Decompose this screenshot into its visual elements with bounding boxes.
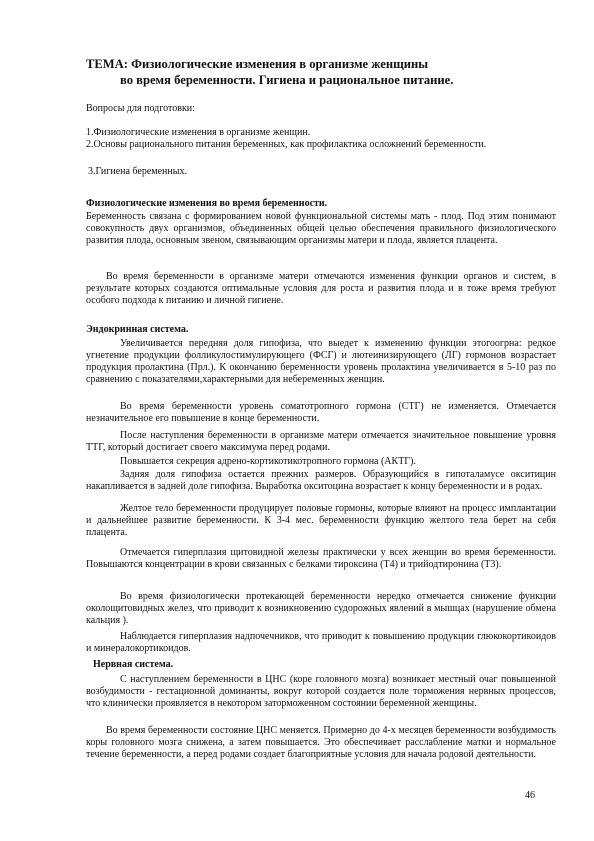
endocrine-paragraph-4: Повышается секреция адрено-кортикотикотропного гормона (АКТГ). xyxy=(120,456,416,467)
physiology-paragraph-1: Беременность связана с формированием новой функциональной системы мать - плод. Под этим понимают совокупность двух организмов, объединенных общей целью обеспечения правильного физиологического развития плода, основным звеном, связывающим организмы матери и плода, является плацента. xyxy=(86,211,556,246)
physiology-paragraph-2: Во время беременности в организме матери отмечаются изменения функции органов и систем, в результате которых создаются оптимальные условия для роста и развития плода и в тоже время требуют особого подхода к питанию и личной гигиене. xyxy=(86,271,556,306)
section-heading-endocrine: Эндокринная система. xyxy=(86,324,189,335)
endocrine-paragraph-9: Наблюдается гиперплазия надпочечников, что приводит к повышению продукции глюкокортикоидов и минералокортикоидов. xyxy=(86,631,556,654)
title-line-2: во время беременности. Гигиена и рациональное питание. xyxy=(120,73,454,87)
nervous-paragraph-2: Во время беременности состояние ЦНС меняется. Примерно до 4-х месяцев беременности возбудимость коры головного мозга снижена, а затем повышается. Это обеспечивает расслабление матки и нормальное течение беременности, а перед родами создает благоприятные условия для начала родовой деятельности. xyxy=(86,725,556,760)
section-heading-nervous: Нервная система. xyxy=(93,659,174,670)
endocrine-paragraph-2: Во время беременности уровень соматотропного гормона (СТГ) не изменяется. Отмечается незначительное его повышение в конце беременности. xyxy=(86,401,556,424)
endocrine-paragraph-3: После наступления беременности в организме матери отмечается значительное повышение уровня ТТГ, который достигает своего максимума перед родами. xyxy=(86,430,556,453)
nervous-paragraph-1: С наступлением беременности в ЦНС (коре головного мозга) возникает местный очаг повышенной возбудимости - гестационной доминанты, вокруг которой создается поле торможения нервных процессов, что клинически проявляется в некотором заторможенном состоянии беременной женщины. xyxy=(86,674,556,709)
section-heading-physiology: Физиологические изменения во время беременности. xyxy=(86,198,328,209)
page-number: 46 xyxy=(525,790,535,801)
question-1: 1.Физиологические изменения в организме женщин. xyxy=(86,127,311,138)
endocrine-paragraph-6: Желтое тело беременности продуцирует половые гормоны, которые влияют на процесс имплантации и дальнейшее развитие беременности. К 3-4 мес. беременности функцию желтого тела берет на себя плацента. xyxy=(86,503,556,538)
endocrine-paragraph-7: Отмечается гиперплазия щитовидной железы практически у всех женщин во время беременности. Повышаются концентрации в крови связанных с белками тироксина (Т4) и трийодтиронина (Т3). xyxy=(86,547,556,570)
page-title xyxy=(86,56,556,88)
endocrine-paragraph-5: Задняя доля гипофиза остается прежних размеров. Образующийся в гипоталамусе окситицин накапливается в задней доле гипофиза. Выработка окситоцина возрастает к концу беременности и в родах. xyxy=(86,469,556,492)
question-3: 3.Гигиена беременных. xyxy=(88,166,187,177)
endocrine-paragraph-8: Во время физиологически протекающей беременности нередко отмечается снижение функции околощитовидных желез, что приводит к возникновению судорожных явлений в мышцах (нарушение обмена кальция ). xyxy=(86,591,556,626)
title-line-1: ТЕМА: Физиологические изменения в организме женщины xyxy=(86,57,429,71)
endocrine-paragraph-1: Увеличивается передняя доля гипофиза, что выедет к изменению функции этогоогрна: редкое угнетение продукции фолликулостимулирующего (ФСГ) и лютеинизирующего (ЛГ) гормонов возрастает продукция пролактина (Прл.). К окончанию беременности уровень пролактина увеличивается в 5-10 раз по сравнению с показателями,характерными для небеременных женщин. xyxy=(86,338,556,385)
question-2: 2.Основы рационального питания беременных, как профилактика осложнений беременности. xyxy=(86,139,487,150)
questions-heading: Вопросы для подготовки: xyxy=(86,103,195,114)
